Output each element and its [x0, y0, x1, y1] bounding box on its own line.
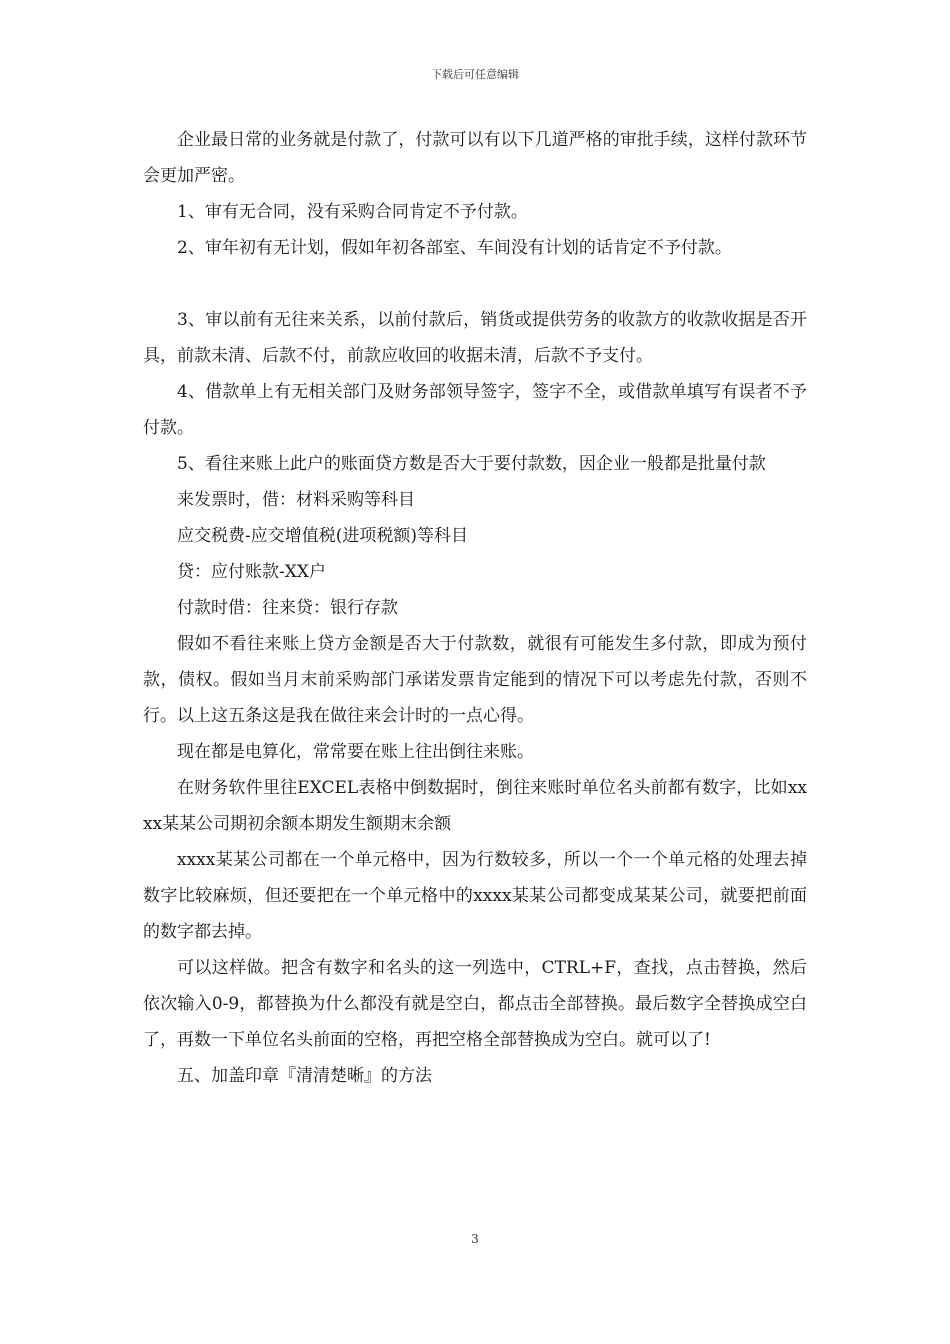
page-number: 3: [471, 1232, 479, 1246]
paragraph-item-4: 4、借款单上有无相关部门及财务部领导签字，签字不全，或借款单填写有误者不予付款。: [143, 382, 807, 438]
paragraph-item-5: 5、看往来账上此户的账面贷方数是否大于要付款数，因企业一般都是批量付款: [177, 454, 766, 474]
paragraph-payment-entry: 付款时借：往来贷：银行存款: [177, 598, 398, 618]
paragraph-item-3: 3、审以前有无往来关系，以前付款后，销货或提供劳务的收款方的收款收据是否开具，前款未清、后款不付，前款应收回的收据未清，后款不予支付。: [143, 310, 807, 366]
paragraph-tax-entry: 应交税费-应交增值税(进项税额)等科目: [177, 526, 469, 546]
paragraph-replace-method: 可以这样做。把含有数字和名头的这一列选中，CTRL+F，查找，点击替换，然后依次输入0-9，都替换为什么都没有就是空白，都点击全部替换。最后数字全替换成空白了，再数一下单位名头前面的空格，再把空格全部替换成为空白。就可以了!: [143, 958, 807, 1050]
paragraph-excel-export: 在财务软件里往EXCEL表格中倒数据时，倒往来账时单位名头前都有数字，比如xxxx某某公司期初余额本期发生额期末余额: [143, 778, 807, 834]
paragraph-overpayment: 假如不看往来账上贷方金额是否大于付款数，就很有可能发生多付款，即成为预付款，债权。假如当月末前采购部门承诺发票肯定能到的情况下可以考虑先付款，否则不行。以上这五条这是我在做往来会计时的一点心得。: [143, 634, 807, 726]
paragraph-intro: 企业最日常的业务就是付款了，付款可以有以下几道严格的审批手续，这样付款环节会更加严密。: [143, 130, 807, 186]
paragraph-invoice-entry: 来发票时，借：材料采购等科目: [177, 490, 415, 510]
paragraph-cell-processing: xxxx某某公司都在一个单元格中，因为行数较多，所以一个一个单元格的处理去掉数字比较麻烦，但还要把在一个单元格中的xxxx某某公司都变成某某公司，就要把前面的数字都去掉。: [143, 850, 807, 942]
section-heading-seal: 五、加盖印章『清清楚晰』的方法: [177, 1066, 432, 1086]
document-body: [143, 122, 807, 1094]
paragraph-item-2: 2、审年初有无计划，假如年初各部室、车间没有计划的话肯定不予付款。: [177, 238, 732, 258]
blank-line: [143, 266, 807, 302]
paragraph-item-1: 1、审有无合同，没有采购合同肯定不予付款。: [177, 202, 528, 222]
paragraph-computerization: 现在都是电算化，常常要在账上往出倒往来账。: [177, 742, 534, 762]
page-header: 下载后可任意编辑: [431, 68, 519, 81]
paragraph-credit-entry: 贷：应付账款-XX户: [177, 562, 326, 582]
